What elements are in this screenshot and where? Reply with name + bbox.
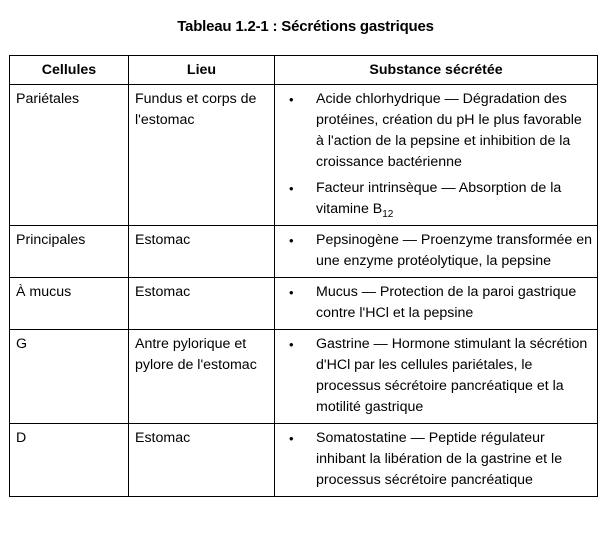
list-item — [281, 89, 593, 173]
cell-substance — [275, 85, 598, 226]
list-item — [281, 428, 593, 491]
gastric-secretions-table — [9, 55, 598, 497]
table-row — [10, 330, 598, 424]
cell-substance — [275, 330, 598, 424]
substance-text: Pepsinogène — Proenzyme transformée en une enzyme protéolytique, la pepsine — [316, 232, 593, 269]
substance-list — [281, 428, 593, 491]
cell-type: À mucus — [10, 278, 129, 330]
cell-place: Estomac — [129, 424, 275, 497]
substance-text: Facteur intrinsèque — Absorption de la vitamine B — [316, 180, 562, 217]
substance-list — [281, 230, 593, 272]
cell-type: Principales — [10, 226, 129, 278]
list-item — [281, 282, 593, 324]
substance-text: Acide chlorhydrique — Dégradation des protéines, création du pH le plus favorable à l'action de la pepsine et inhibition de la croissance bactérienne — [316, 91, 582, 170]
cell-substance — [275, 424, 598, 497]
list-item — [281, 178, 593, 220]
cell-type: D — [10, 424, 129, 497]
substance-text: Somatostatine — Peptide régulateur inhibant la libération de la gastrine et le processus sécrétoire pancréatique — [316, 430, 563, 488]
table-title: Tableau 1.2-1 : Sécrétions gastriques — [177, 18, 434, 35]
substance-text: Mucus — Protection de la paroi gastrique contre l'HCl et la pepsine — [316, 284, 577, 321]
table-row — [10, 226, 598, 278]
list-item — [281, 334, 593, 418]
cell-place: Estomac — [129, 226, 275, 278]
table-row — [10, 424, 598, 497]
subscript: 12 — [382, 208, 394, 220]
substance-list — [281, 282, 593, 324]
cell-substance — [275, 278, 598, 330]
table-row — [10, 85, 598, 226]
header-cellules: Cellules — [10, 56, 129, 85]
cell-place: Estomac — [129, 278, 275, 330]
header-lieu: Lieu — [129, 56, 275, 85]
cell-type: G — [10, 330, 129, 424]
cell-type: Pariétales — [10, 85, 129, 226]
substance-text: Gastrine — Hormone stimulant la sécrétion d'HCl par les cellules pariétales, le processus sécrétoire pancréatique et la motilité gastrique — [316, 336, 588, 415]
substance-list — [281, 334, 593, 418]
table-row — [10, 278, 598, 330]
cell-place: Antre pylorique et pylore de l'estomac — [129, 330, 275, 424]
cell-substance — [275, 226, 598, 278]
cell-place: Fundus et corps de l'estomac — [129, 85, 275, 226]
substance-list — [281, 89, 593, 220]
list-item — [281, 230, 593, 272]
header-substance: Substance sécrétée — [275, 56, 598, 85]
header-row — [10, 56, 598, 85]
